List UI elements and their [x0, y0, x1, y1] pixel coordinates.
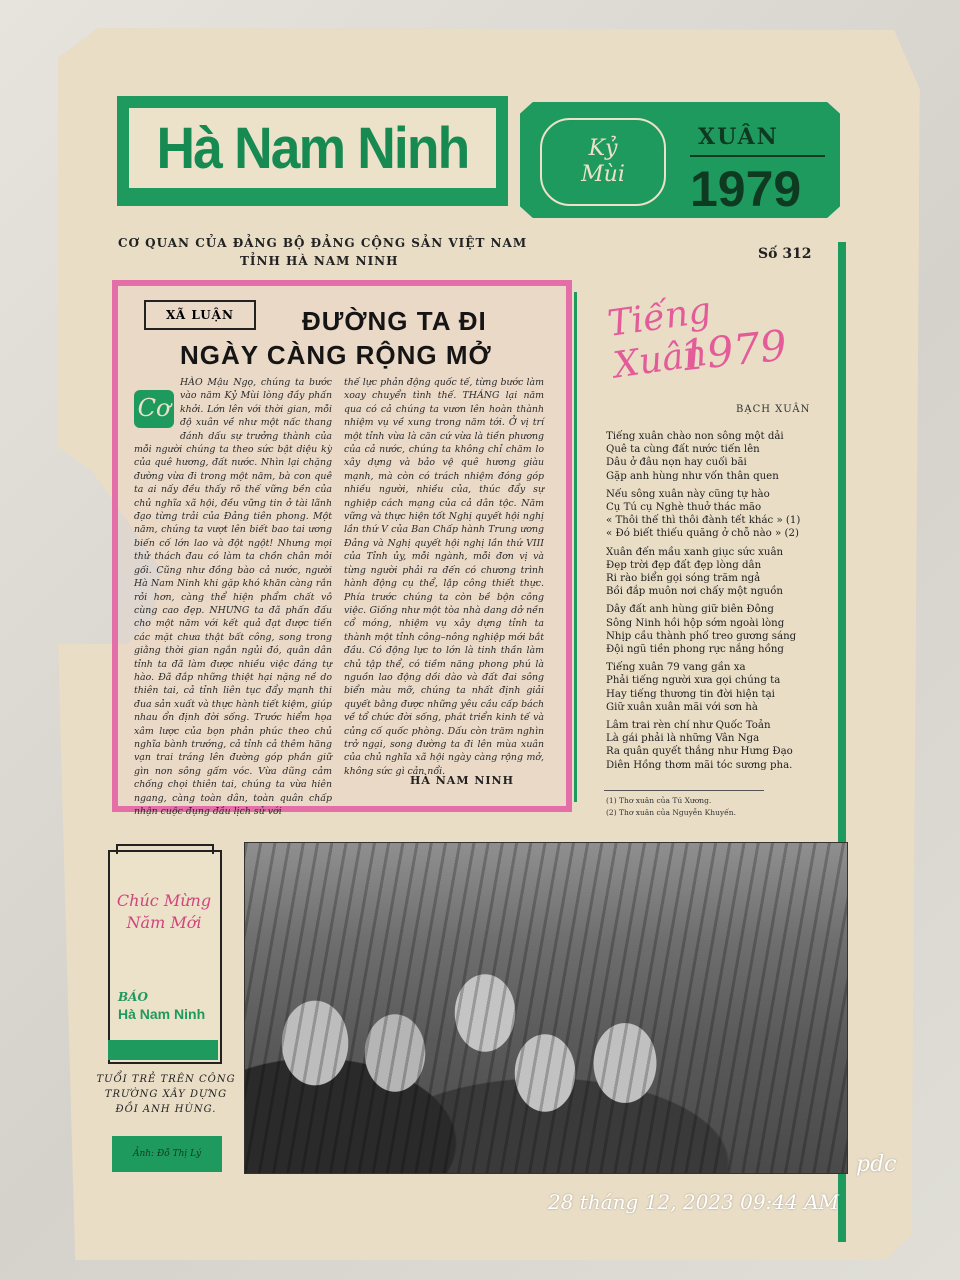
newspaper-title: Hà Nam Ninh — [156, 115, 469, 181]
ky-mui-line2: Mùi — [581, 162, 625, 187]
paper-name: Hà Nam Ninh — [118, 1006, 206, 1022]
editorial-column-1-text: HÀO Mậu Ngọ, chúng ta bước vào năm Kỷ Mùi lòng đầy phấn khởi. Lớn lên với thời gian, mỗi độ xuân về như một nấc thang đánh dấu sự trưởng thành của mỗi người chúng ta theo sức bật diệu kỳ của quê hương, đất nước. Nhìn lại chặng đường vừa đi trong một năm, bà con quê ta ai nấy đều thấy rõ thế vững bền của chủ nghĩa xã hội, đều vững tin ở tài lãnh đạo từng trải của Đảng tiên phong. Một năm, chúng ta vượt lên biết bao tai ương biến cố lớn lao và đột ngột! Nhưng mọi thử thách đau có làm ta chồn chân mỏi gối. Cũng như đồng bào cả nước, người Hà Nam Ninh khi gặp khó khăn càng rắn rỏi hơn, càng thể hiện phẩm chất vô cùng cao đẹp. NHƯNG ta đã phấn đấu cho một năm với kết quả đạt được tiến các mặt chưa thật bất công, song trong giằng thời gian ngắn ngủi đó, quân dân tỉnh ta đã làm được nhiều việc đáng tự hào. Đã đắp những thiệt hại nặng nề do thiên tai, cả tỉnh liên tục đẩy mạnh thi đua sản xuất và thực hành tiết kiệm, giúp nhau ổn định đời sống. Trước hiểm họa xâm lược của bọn phản phúc theo chủ nghĩa bành trướng, cả tỉnh cả thêm hăng vạn trai tráng lên đường góp phần giữ gìn non sông gấm vóc. Vừa dũng cảm chống chọi thiên tai, chúng ta vừa hiên ngang, càng toàn dân, toàn quân chấp nhận cuộc đụng đầu lịch sử với — [134, 377, 332, 817]
photo-caption: TUỔI TRẺ TRÊN CÔNG TRƯỜNG XÂY DỰNG ĐỒI ANH HÙNG. — [96, 1074, 236, 1115]
poem-line: Ri rào biển gọi sóng trăm ngả — [606, 573, 761, 585]
poem-line: Đội ngũ tiền phong rực nắng hồng — [606, 644, 784, 656]
green-divider-rule — [574, 292, 577, 802]
poem-line: Quê ta cùng đất nước tiến lên — [606, 444, 760, 456]
poem-line: « Thôi thế thì thôi đành tết khác » (1) — [606, 515, 801, 527]
edition-year: 1979 — [690, 161, 802, 217]
poem-stanza — [606, 430, 830, 483]
poem-line: Phải tiếng người xưa gọi chúng ta — [606, 675, 781, 687]
footnote-2: (2) Thơ xuân của Nguyễn Khuyến. — [606, 808, 736, 817]
watermark-user: pdc — [856, 1152, 897, 1177]
poem-line: Lâm trai rèn chí như Quốc Toản — [606, 720, 771, 732]
poem-line: Cụ Tú cụ Nghè thuở thác mão — [606, 502, 762, 514]
poem-line: Nhịp cầu thành phố treo gương sáng — [606, 630, 797, 642]
poem-line: Dâu ở đâu nọn hay cuối bãi — [606, 457, 747, 469]
season-label: XUÂN — [698, 124, 779, 150]
section-label: XÃ LUẬN — [144, 300, 256, 330]
poem-stanza — [606, 488, 830, 541]
editorial-signature: HÀ NAM NINH — [410, 774, 515, 787]
editorial-title-line1: ĐƯỜNG TA ĐI — [302, 306, 487, 336]
poem-line: Sông Ninh hồi hộp sớm ngoài lòng — [606, 617, 785, 629]
poem-line: Tiếng xuân 79 vang gần xa — [606, 662, 746, 674]
editorial-title-line2: NGÀY CÀNG RỘNG MỞ — [180, 340, 492, 370]
poem-line: Gặp anh hùng như vốn thân quen — [606, 470, 779, 482]
issue-number: Số 312 — [758, 246, 812, 262]
poem-body — [606, 430, 830, 777]
publisher-line1: CƠ QUAN CỦA ĐẢNG BỘ ĐẢNG CỘNG SẢN VIỆT NAM — [118, 236, 528, 250]
poem-title: Tiếng Xuân — [605, 289, 714, 387]
greeting-line2: Năm Mới — [126, 913, 202, 932]
poem-line: Đẹp trời đẹp đất đẹp lòng dân — [606, 559, 762, 571]
poem-line: Là gái phải là những Vân Nga — [606, 733, 760, 745]
footnote-divider — [604, 790, 764, 791]
group-photo — [244, 842, 848, 1174]
new-year-greeting — [112, 890, 216, 934]
poem-stanza — [606, 603, 830, 656]
poem-line: Hay tiếng thương tin đời hiện tại — [606, 688, 775, 700]
poem-line: Bồi đắp muôn nơi chấy một nguồn — [606, 586, 783, 598]
poem-author: BẠCH XUÂN — [736, 404, 811, 415]
editorial-column-2: thế lực phản động quốc tế, từng bước làm xoay chuyển tình thế. THÁNG lại năm qua có cả chúng ta vươn lên hoàn thành nhiệm vụ về xung trong năm tới. Ở vị trí một tỉnh vừa là căn cứ vừa là tiền phương của cả nước, chúng ta không chỉ chăm lo xây dựng và bảo vệ quê hương giàu mạnh, mà còn có trách nhiệm đóng góp nhiều người, nhiều của, thúc đẩy sự nghiệp cách mạng của cả dân tộc. Năm vững và thực hiện tốt Nghị quyết hội nghị lần thứ V của Ban Chấp hành Trung ương Đảng và Nghị quyết hội nghị lần thứ VIII của Tỉnh ủy, mỗi ngành, mỗi đơn vị và từng người phải ra đến có chương trình hành động cụ thể, lập công thiết thực. Phía trước chúng ta còn bề bộn công việc. Giống như một tòa nhà dang dở nền cổ móng, nhiệm vụ xây dựng tỉnh ta thành một tỉnh công–nông nghiệp mới bắt đầu. Có động lực to lớn là tinh thần làm chủ tập thể, có tiềm năng phong phú là nguồn lao động dồi dào và đất đai sông biển màu mỡ, chúng ta nhất định giải quyết bằng được những yêu cầu cấp bách về tổ chức đời sống, phát triển kinh tế và củng cố quốc phòng. Dấu còn trăm nghìn trở ngại, song đường ta đi lên mùa xuân của chủ nghĩa xã hội ngày càng rộng mở, không sức gì cản nổi. — [344, 377, 544, 777]
photo-credit: Ảnh: Đỗ Thị Lý — [112, 1136, 222, 1172]
new-year-greeting-box — [108, 850, 222, 1064]
publisher-line2: TỈNH HÀ NAM NINH — [240, 254, 399, 268]
poem-line: Ra quân quyết thắng như Hưng Đạo — [606, 746, 793, 758]
season-divider — [690, 155, 825, 157]
poem-stanza — [606, 661, 830, 714]
watermark-timestamp: 28 tháng 12, 2023 09:44 AM — [548, 1190, 840, 1214]
poem-line: Giữ xuân xuân mãi với sơn hà — [606, 701, 758, 713]
poem-line: Tiếng xuân chào non sông một dải — [606, 431, 784, 442]
editorial-column-1 — [134, 376, 332, 817]
footnote-1: (1) Thơ xuân của Tú Xương. — [606, 796, 712, 805]
greeting-green-band — [108, 1040, 218, 1060]
poem-stanza — [606, 719, 830, 772]
greeting-line1: Chúc Mừng — [116, 891, 212, 910]
ky-mui-line1: Kỷ — [588, 136, 618, 161]
poem-year: 1979 — [677, 320, 790, 381]
poem-line: Xuân đến mầu xanh giục sức xuân — [606, 546, 784, 558]
paper-label: BÁO — [118, 990, 148, 1004]
poem-line: Dây đất anh hùng giữ biên Đông — [606, 604, 774, 616]
drop-cap: Cơ — [134, 390, 174, 428]
masthead-banner — [117, 96, 508, 206]
poem-stanza — [606, 546, 830, 599]
ky-mui-badge — [540, 118, 666, 206]
poem-line: Diên Hồng thơm mãi tóc sương pha. — [606, 759, 793, 771]
poem-line: « Đó biết thiếu quăng ở chỗ nào » (2) — [606, 528, 799, 540]
poem-line: Nếu sông xuân này cũng tự hào — [606, 488, 770, 500]
